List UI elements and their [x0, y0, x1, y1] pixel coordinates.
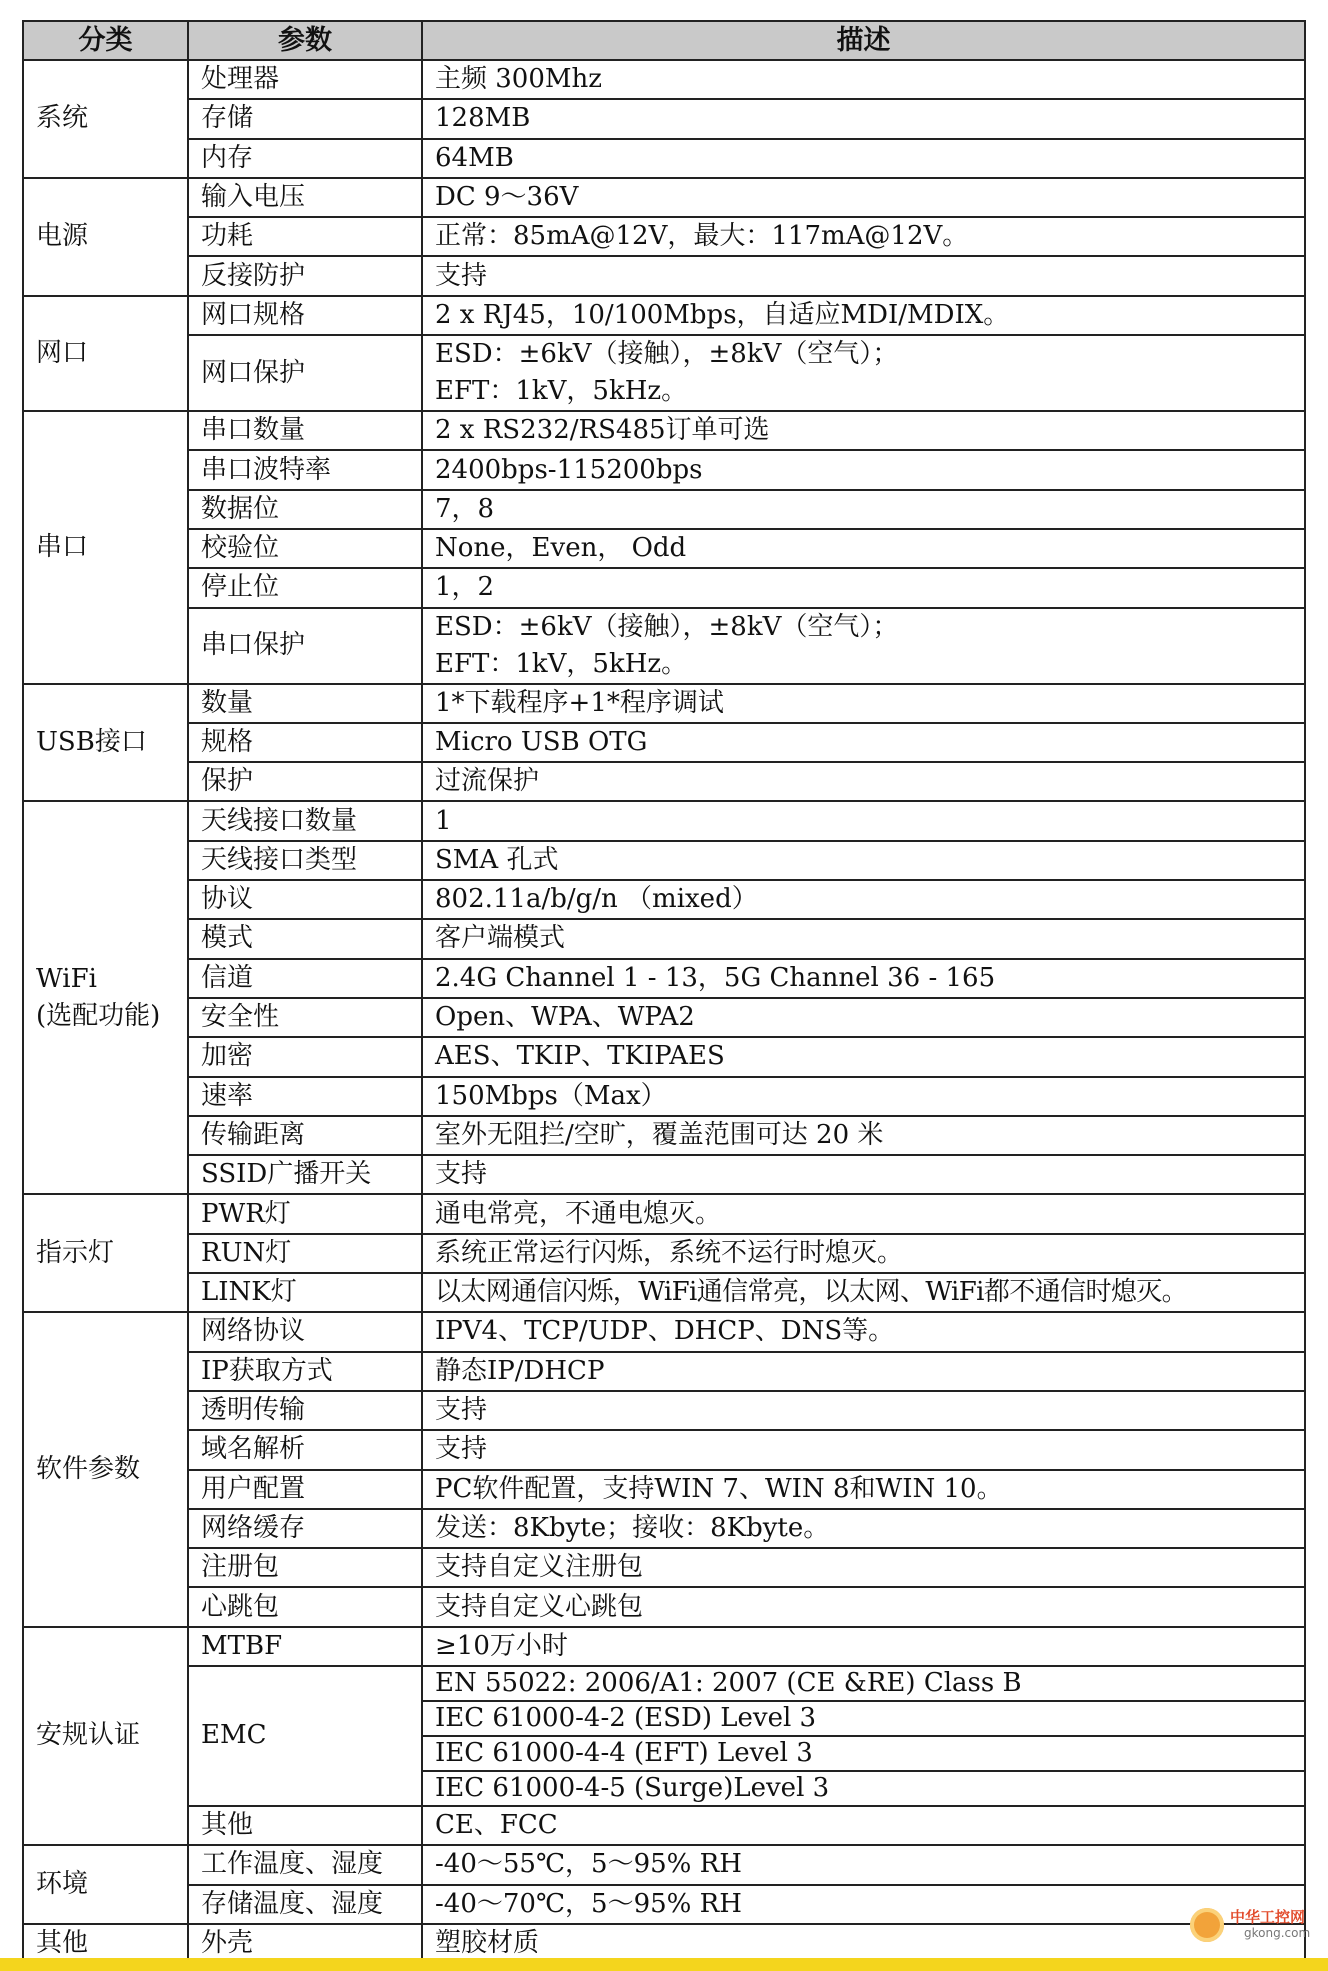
param-cell: 输入电压: [188, 178, 422, 217]
table-row: [23, 880, 1305, 919]
desc-cell: 支持: [422, 256, 1305, 295]
desc-cell: PC软件配置，支持WIN 7、WIN 8和WIN 10。: [422, 1470, 1305, 1509]
desc-cell: 7，8: [422, 490, 1305, 529]
desc-cell: Open、WPA、WPA2: [422, 998, 1305, 1037]
param-cell: 工作温度、湿度: [188, 1845, 422, 1884]
table-row: [23, 256, 1305, 295]
desc-cell: CE、FCC: [422, 1806, 1305, 1845]
header-category: 分类: [23, 21, 188, 60]
desc-cell: None，Even， Odd: [422, 529, 1305, 568]
desc-line: EFT：1kV，5kHz。: [435, 376, 688, 407]
desc-line: ESD：±6kV（接触），±8kV（空气）；: [435, 339, 899, 370]
desc-cell: IEC 61000-4-2 (ESD) Level 3: [422, 1701, 1305, 1736]
desc-cell: 1*下载程序+1*程序调试: [422, 684, 1305, 723]
table-row: [23, 1312, 1305, 1351]
param-cell: 停止位: [188, 568, 422, 607]
param-cell: 其他: [188, 1806, 422, 1845]
category-cell: 软件参数: [23, 1312, 188, 1626]
desc-cell: 塑胶材质: [422, 1924, 1305, 1963]
param-cell: 加密: [188, 1037, 422, 1076]
param-cell: 网络协议: [188, 1312, 422, 1351]
desc-cell: IEC 61000-4-4 (EFT) Level 3: [422, 1736, 1305, 1771]
category-cell: USB接口: [23, 684, 188, 802]
param-cell: RUN灯: [188, 1234, 422, 1273]
desc-cell: EN 55022: 2006/A1: 2007 (CE &RE) Class B: [422, 1666, 1305, 1701]
watermark-text: 中华工控网: [1230, 1908, 1306, 1926]
param-cell: 串口波特率: [188, 450, 422, 489]
desc-cell: 2 x RS232/RS485订单可选: [422, 411, 1305, 450]
table-row: [23, 139, 1305, 178]
param-cell: 外壳: [188, 1924, 422, 1963]
desc-cell: 1: [422, 801, 1305, 840]
table-row: [23, 1885, 1305, 1924]
table-row: [23, 60, 1305, 99]
category-cell: 网口: [23, 296, 188, 411]
param-cell: 校验位: [188, 529, 422, 568]
desc-cell: 支持: [422, 1430, 1305, 1469]
desc-cell: 静态IP/DHCP: [422, 1352, 1305, 1391]
desc-cell: [422, 335, 1305, 411]
desc-cell: 150Mbps（Max）: [422, 1077, 1305, 1116]
category-cell: 串口: [23, 411, 188, 683]
desc-cell: 正常：85mA@12V，最大：117mA@12V。: [422, 217, 1305, 256]
table-row: [23, 1273, 1305, 1312]
param-cell: 用户配置: [188, 1470, 422, 1509]
table-row: [23, 1627, 1305, 1666]
desc-cell: 2 x RJ45，10/100Mbps，自适应MDI/MDIX。: [422, 296, 1305, 335]
desc-cell: 支持: [422, 1155, 1305, 1194]
param-cell: 心跳包: [188, 1587, 422, 1626]
table-row: [23, 529, 1305, 568]
category-cell: 系统: [23, 60, 188, 178]
desc-cell: 客户端模式: [422, 919, 1305, 958]
param-cell: 信道: [188, 959, 422, 998]
table-row: [23, 1845, 1305, 1884]
desc-line: ESD：±6kV（接触），±8kV（空气）；: [435, 611, 899, 642]
desc-cell: 支持: [422, 1391, 1305, 1430]
table-row: [23, 217, 1305, 256]
table-row: [23, 296, 1305, 335]
category-cell: [23, 801, 188, 1194]
category-cell: 电源: [23, 178, 188, 296]
desc-cell: 通电常亮，不通电熄灭。: [422, 1194, 1305, 1233]
table-row: [23, 723, 1305, 762]
param-cell: 存储: [188, 99, 422, 138]
table-row: [23, 998, 1305, 1037]
param-cell: 注册包: [188, 1548, 422, 1587]
desc-cell: 64MB: [422, 139, 1305, 178]
bottom-bar: [0, 1958, 1328, 1971]
table-row: [23, 1587, 1305, 1626]
table-row: [23, 1037, 1305, 1076]
desc-cell: 支持自定义心跳包: [422, 1587, 1305, 1626]
table-row: [23, 684, 1305, 723]
param-cell: 天线接口类型: [188, 841, 422, 880]
category-cell: 安规认证: [23, 1627, 188, 1846]
param-cell: 域名解析: [188, 1430, 422, 1469]
desc-cell: 室外无阻拦/空旷，覆盖范围可达 20 米: [422, 1116, 1305, 1155]
param-cell: 反接防护: [188, 256, 422, 295]
param-cell: 数据位: [188, 490, 422, 529]
table-row: [23, 178, 1305, 217]
param-cell: 网口保护: [188, 335, 422, 411]
param-cell: 模式: [188, 919, 422, 958]
param-cell: 串口数量: [188, 411, 422, 450]
desc-cell: 发送：8Kbyte；接收：8Kbyte。: [422, 1509, 1305, 1548]
desc-cell: Micro USB OTG: [422, 723, 1305, 762]
param-cell: MTBF: [188, 1627, 422, 1666]
table-row: [23, 1116, 1305, 1155]
param-cell: 存储温度、湿度: [188, 1885, 422, 1924]
param-cell: 传输距离: [188, 1116, 422, 1155]
table-row: [23, 1194, 1305, 1233]
desc-cell: [422, 608, 1305, 684]
table-row: [23, 1234, 1305, 1273]
table-row: [23, 568, 1305, 607]
param-cell: PWR灯: [188, 1194, 422, 1233]
param-cell: 安全性: [188, 998, 422, 1037]
desc-cell: 802.11a/b/g/n （mixed）: [422, 880, 1305, 919]
table-row: [23, 1548, 1305, 1587]
param-cell: 内存: [188, 139, 422, 178]
param-cell: 保护: [188, 762, 422, 801]
table-row: [23, 1352, 1305, 1391]
desc-cell: 2.4G Channel 1 - 13，5G Channel 36 - 165: [422, 959, 1305, 998]
table-row: [23, 490, 1305, 529]
param-cell: 协议: [188, 880, 422, 919]
category-line: WiFi: [36, 963, 97, 994]
table-row: [23, 411, 1305, 450]
desc-cell: ≥10万小时: [422, 1627, 1305, 1666]
table-row: [23, 1666, 1305, 1701]
param-cell: EMC: [188, 1666, 422, 1806]
desc-line: EFT：1kV，5kHz。: [435, 648, 688, 679]
category-cell: 指示灯: [23, 1194, 188, 1312]
table-row: [23, 1155, 1305, 1194]
table-row: [23, 762, 1305, 801]
table-row: [23, 841, 1305, 880]
desc-cell: 主频 300Mhz: [422, 60, 1305, 99]
table-row: [23, 1470, 1305, 1509]
param-cell: 串口保护: [188, 608, 422, 684]
desc-cell: 系统正常运行闪烁，系统不运行时熄灭。: [422, 1234, 1305, 1273]
watermark-subtext: gkong.com: [1244, 1926, 1311, 1940]
desc-cell: IEC 61000-4-5 (Surge)Level 3: [422, 1771, 1305, 1806]
table-row: [23, 1806, 1305, 1845]
desc-cell: 以太网通信闪烁，WiFi通信常亮，以太网、WiFi都不通信时熄灭。: [422, 1273, 1305, 1312]
table-row: [23, 335, 1305, 411]
header-description: 描述: [422, 21, 1305, 60]
desc-cell: 128MB: [422, 99, 1305, 138]
param-cell: 规格: [188, 723, 422, 762]
param-cell: 功耗: [188, 217, 422, 256]
param-cell: 天线接口数量: [188, 801, 422, 840]
desc-cell: -40～70℃，5～95% RH: [422, 1885, 1305, 1924]
table-row: [23, 1430, 1305, 1469]
param-cell: IP获取方式: [188, 1352, 422, 1391]
gear-icon: [1190, 1908, 1224, 1942]
param-cell: LINK灯: [188, 1273, 422, 1312]
table-row: [23, 919, 1305, 958]
desc-cell: 支持自定义注册包: [422, 1548, 1305, 1587]
category-line: (选配功能): [36, 1000, 161, 1031]
desc-cell: 2400bps-115200bps: [422, 450, 1305, 489]
desc-cell: -40～55℃，5～95% RH: [422, 1845, 1305, 1884]
category-cell: 环境: [23, 1845, 188, 1924]
desc-cell: IPV4、TCP/UDP、DHCP、DNS等。: [422, 1312, 1305, 1351]
param-cell: 透明传输: [188, 1391, 422, 1430]
desc-cell: AES、TKIP、TKIPAES: [422, 1037, 1305, 1076]
table-row: [23, 1391, 1305, 1430]
header-param: 参数: [188, 21, 422, 60]
desc-cell: DC 9～36V: [422, 178, 1305, 217]
table-row: [23, 1509, 1305, 1548]
table-row: [23, 959, 1305, 998]
desc-cell: SMA 孔式: [422, 841, 1305, 880]
table-row: [23, 608, 1305, 684]
table-row: [23, 1077, 1305, 1116]
table-header-row: [23, 21, 1305, 60]
param-cell: 网络缓存: [188, 1509, 422, 1548]
desc-cell: 过流保护: [422, 762, 1305, 801]
table-row: [23, 450, 1305, 489]
param-cell: 速率: [188, 1077, 422, 1116]
param-cell: 网口规格: [188, 296, 422, 335]
watermark-logo: [1190, 1900, 1320, 1952]
table-row: [23, 99, 1305, 138]
param-cell: SSID广播开关: [188, 1155, 422, 1194]
param-cell: 处理器: [188, 60, 422, 99]
spec-table: [22, 20, 1306, 1964]
table-row: [23, 801, 1305, 840]
param-cell: 数量: [188, 684, 422, 723]
category-cell: 其他: [23, 1924, 188, 1963]
desc-cell: 1，2: [422, 568, 1305, 607]
